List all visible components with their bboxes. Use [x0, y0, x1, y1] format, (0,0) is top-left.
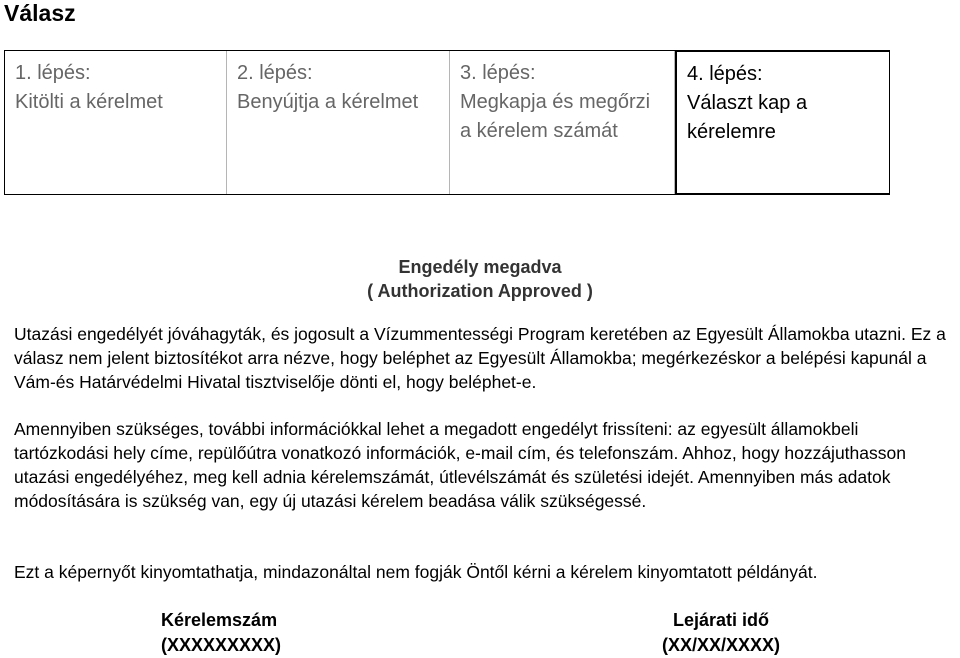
- expiry-date-label: Lejárati idő: [673, 610, 770, 630]
- step-4-current: [675, 50, 890, 195]
- approval-paragraph: Utazási engedélyét jóváhagyták, és jogosult a Vízummentességi Program keretében az Egyesült Államokba utazni. Ez a válasz nem jelent biztosítékot arra nézve, hogy beléphet az Egyesült Államokba; megérkezéskor a belépési kapunál a Vám-és Határvédelmi Hivatal tisztviselője dönti el, hogy beléphet-e.: [14, 324, 946, 392]
- step-3-number: 3. lépés:: [460, 62, 536, 84]
- page-title: Válasz: [4, 0, 76, 26]
- step-2-text: Benyújtja a kérelmet: [237, 91, 419, 113]
- step-4-number: 4. lépés:: [687, 63, 763, 85]
- step-2-number: 2. lépés:: [237, 62, 313, 84]
- print-note-paragraph: Ezt a képernyőt kinyomtathatja, mindazonáltal nem fogják Öntől kérni a kérelem kinyomtatott példányát.: [14, 562, 818, 582]
- step-1-text: Kitölti a kérelmet: [15, 91, 163, 113]
- status-subtitle: ( Authorization Approved ): [367, 281, 593, 301]
- step-3-text: Megkapja és megőrzi a kérelem számát: [460, 91, 651, 142]
- step-2: [227, 51, 450, 194]
- progress-steps: [4, 50, 890, 195]
- step-1-number: 1. lépés:: [15, 62, 91, 84]
- status-title: Engedély megadva: [398, 257, 562, 277]
- expiry-date-block: [662, 608, 780, 658]
- application-number-block: [161, 608, 281, 658]
- application-number-value: (XXXXXXXXX): [161, 635, 282, 655]
- step-4-text: Választ kap a kérelemre: [687, 92, 808, 143]
- application-number-label: Kérelemszám: [161, 610, 278, 630]
- update-info-paragraph: Amennyiben szükséges, további információkkal lehet a megadott engedélyt frissíteni: az egyesült államokbeli tartózkodási hely címe, repülőútra vonatkozó információk, e-mail cím, és telefonszám. Ahhoz, hogy hozzájuthasson utazási engedélyéhez, meg kell adnia kérelemszámát, útlevélszámát és születési idejét. Amennyiben más adatok módosítására is szükség van, egy új utazási kérelem beadása válik szükségessé.: [14, 419, 906, 511]
- step-3: [450, 51, 675, 194]
- step-1: [5, 51, 227, 194]
- expiry-date-value: (XX/XX/XXXX): [662, 635, 781, 655]
